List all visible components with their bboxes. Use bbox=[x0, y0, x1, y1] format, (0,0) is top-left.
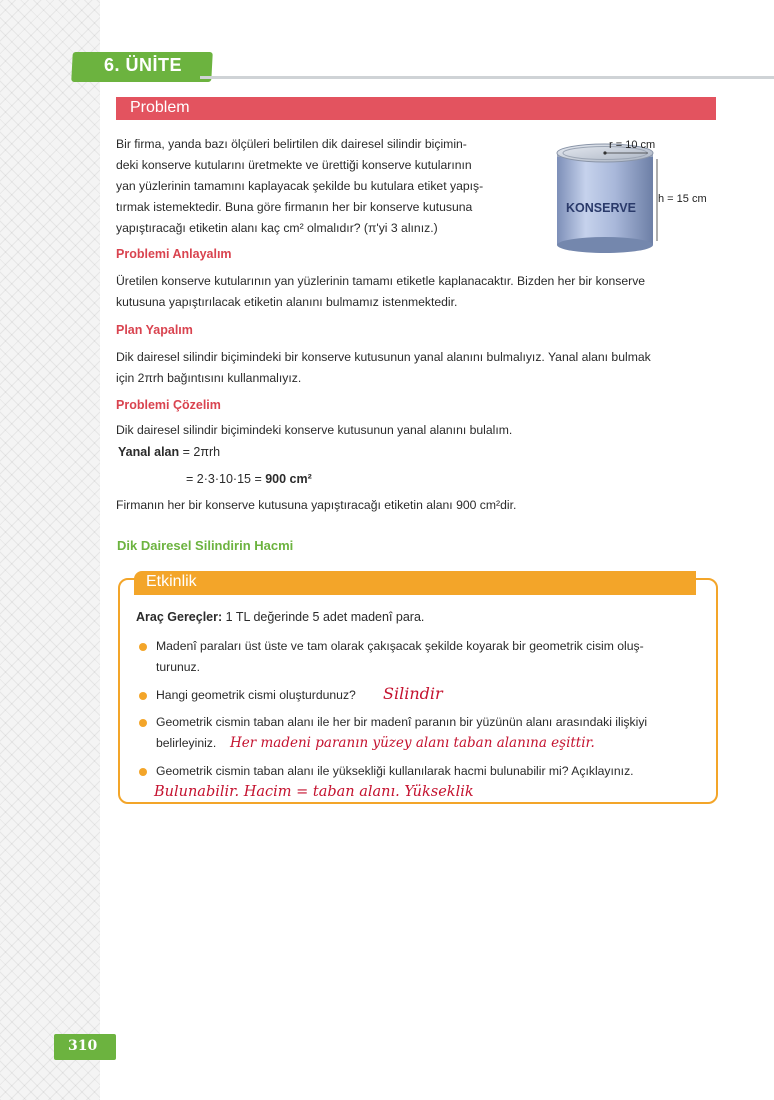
page-number: 310 bbox=[68, 1038, 98, 1054]
handwritten-answer: Bulunabilir. Hacim = taban alanı. Yükseklik bbox=[154, 784, 474, 800]
height-label: h = 15 cm bbox=[658, 193, 707, 205]
item-line: Geometrik cismin taban alanı ile her bir madenî paranın bir yüzünün alanı arasındaki ilişkiyi bbox=[156, 715, 648, 729]
cozelim-line: Dik dairesel silindir biçimindeki konserve kutusunun yanal alanını bulalım. bbox=[116, 423, 513, 437]
item-line: Geometrik cismin taban alanı ile yüksekliği kullanılarak hacmi bulunabilir mi? Açıklayınız. bbox=[156, 764, 634, 778]
cozelim-heading: Problemi Çözelim bbox=[116, 398, 221, 412]
item-line: Madenî paraları üst üste ve tam olarak çakışacak şekilde koyarak bir geometrik cisim oluş- bbox=[156, 639, 644, 653]
conclusion-line: Firmanın her bir konserve kutusuna yapıştıracağı etiketin alanı 900 cm²dir. bbox=[116, 498, 517, 512]
cozelim-conclusion bbox=[116, 495, 516, 516]
header-rule bbox=[200, 76, 774, 79]
unit-label: 6. ÜNİTE bbox=[104, 55, 183, 75]
radius-label: r = 10 cm bbox=[609, 139, 656, 151]
etkinlik-item bbox=[156, 636, 644, 678]
bullet-icon bbox=[139, 692, 147, 700]
bullet-icon bbox=[139, 643, 147, 651]
formula-line-2 bbox=[186, 472, 312, 486]
formula-label: Yanal alan bbox=[118, 445, 180, 459]
arac-text: 1 TL değerinde 5 adet madenî para. bbox=[222, 610, 425, 624]
etkinlik-item bbox=[156, 761, 634, 782]
problem-text-line: tırmak istemektedir. Buna göre firmanın her bir konserve kutusuna bbox=[116, 200, 473, 214]
formula-result: 900 cm² bbox=[265, 472, 312, 486]
plan-heading: Plan Yapalım bbox=[116, 323, 193, 337]
hacim-heading: Dik Dairesel Silindirin Hacmi bbox=[117, 538, 294, 553]
plan-line: Dik dairesel silindir biçimindeki bir konserve kutusunun yanal alanını bulmalıyız. Yanal alanı bulmak bbox=[116, 350, 651, 364]
cozelim-text bbox=[116, 420, 512, 441]
problem-title: Problem bbox=[130, 99, 190, 116]
problem-text-line: yapıştıracağı etiketin alanı kaç cm² olmalıdır? (π'yi 3 alınız.) bbox=[116, 221, 438, 235]
handwritten-answer: Silindir bbox=[383, 684, 443, 703]
can-label: KONSERVE bbox=[566, 201, 636, 215]
problem-text bbox=[116, 134, 531, 239]
can-figure bbox=[555, 135, 725, 255]
anlayalim-line: Üretilen konserve kutularının yan yüzlerinin tamamı etiketle kaplanacaktır. Bizden her bir konserve bbox=[116, 274, 646, 288]
item-line: turunuz. bbox=[156, 660, 201, 674]
etkinlik-title: Etkinlik bbox=[146, 573, 197, 590]
arac-gerecler bbox=[136, 610, 424, 624]
bullet-icon bbox=[139, 768, 147, 776]
item-line: belirleyiniz. bbox=[156, 736, 217, 750]
problem-text-line: Bir firma, yanda bazı ölçüleri belirtilen dik dairesel silindir biçimin- bbox=[116, 137, 467, 151]
anlayalim-text bbox=[116, 271, 645, 313]
problem-text-line: deki konserve kutularını üretmekte ve ürettiği konserve kutularının bbox=[116, 158, 472, 172]
arac-label: Araç Gereçler: bbox=[136, 610, 223, 624]
handwritten-answer: Her madeni paranın yüzey alanı taban alanına eşittir. bbox=[230, 735, 595, 751]
anlayalim-heading: Problemi Anlayalım bbox=[116, 247, 232, 261]
etkinlik-item bbox=[156, 685, 356, 706]
bullet-icon bbox=[139, 719, 147, 727]
anlayalim-line: kutusuna yapıştırılacak etiketin alanını bulmamız istenmektedir. bbox=[116, 295, 458, 309]
etkinlik-tab bbox=[134, 571, 696, 595]
page-margin-pattern bbox=[0, 0, 100, 1100]
formula-rhs-1: = 2πrh bbox=[182, 445, 221, 459]
item-line: Hangi geometrik cismi oluşturdunuz? bbox=[156, 688, 356, 702]
formula-rhs-2: = 2·3·10·15 = bbox=[186, 472, 266, 486]
plan-text bbox=[116, 347, 651, 389]
plan-line: için 2πrh bağıntısını kullanmalıyız. bbox=[116, 371, 302, 385]
formula-line-1 bbox=[118, 445, 220, 459]
problem-text-line: yan yüzlerinin tamamını kaplayacak şekilde bu kutulara etiket yapış- bbox=[116, 179, 484, 193]
problem-title-bar bbox=[116, 97, 716, 120]
